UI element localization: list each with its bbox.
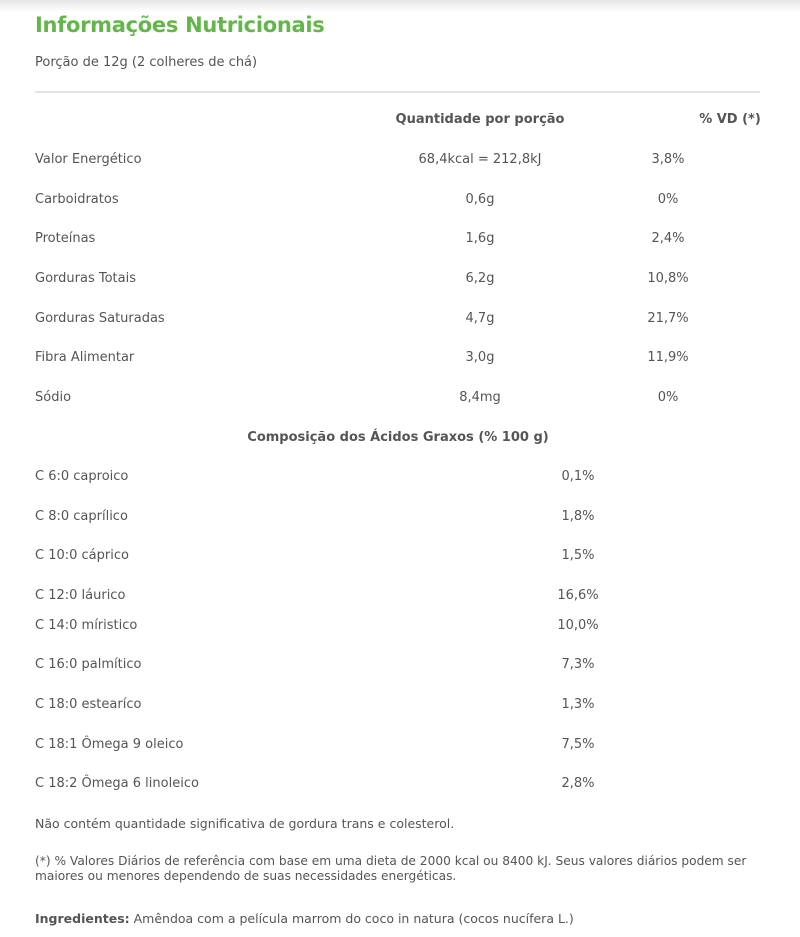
- fatty-acid-value: 10,0%: [557, 618, 599, 633]
- daily-value-note: (*) % Valores Diários de referência com base em uma dieta de 2000 kcal ou 8400 kJ. Seus valores diários podem ser maiores ou menores dependendo de suas necessidades energéticas.: [35, 854, 747, 883]
- row-dv: 0%: [657, 192, 679, 207]
- row-label: Proteínas: [35, 231, 96, 246]
- row-quantity: 0,6g: [465, 192, 495, 207]
- fatty-acid-label: C 8:0 caprílico: [35, 509, 128, 524]
- fatty-acid-label: C 18:0 estearíco: [35, 697, 142, 712]
- row-quantity: 1,6g: [465, 231, 495, 246]
- top-shadow: [0, 0, 800, 12]
- row-label: Carboidratos: [35, 192, 119, 207]
- row-quantity: 6,2g: [465, 271, 495, 286]
- fatty-acid-label: C 12:0 láurico: [35, 588, 126, 603]
- row-label: Valor Energético: [35, 152, 142, 167]
- fatty-acid-label: C 6:0 caproico: [35, 469, 129, 484]
- fatty-acid-value: 7,3%: [561, 657, 595, 672]
- column-header-dv: % VD (*): [699, 112, 761, 127]
- ingredients-label: Ingredientes:: [35, 911, 130, 926]
- row-label: Gorduras Saturadas: [35, 311, 165, 326]
- row-dv: 21,7%: [647, 311, 689, 326]
- fatty-acid-label: C 16:0 palmítico: [35, 657, 142, 672]
- row-label: Sódio: [35, 390, 72, 405]
- row-dv: 11,9%: [647, 350, 689, 365]
- row-quantity: 68,4kcal = 212,8kJ: [418, 152, 542, 167]
- row-dv: 0%: [657, 390, 679, 405]
- row-quantity: 3,0g: [465, 350, 495, 365]
- row-label: Fibra Alimentar: [35, 350, 135, 365]
- ingredients-text: Amêndoa com a película marrom do coco in natura (cocos nucífera L.): [129, 911, 574, 926]
- fatty-acid-label: C 10:0 cáprico: [35, 548, 129, 563]
- row-quantity: 8,4mg: [459, 390, 501, 405]
- fatty-acid-value: 1,8%: [561, 509, 595, 524]
- fatty-acid-value: 1,3%: [561, 697, 595, 712]
- fatty-acid-label: C 18:1 Ômega 9 oleico: [35, 737, 184, 752]
- row-dv: 3,8%: [651, 152, 685, 167]
- row-dv: 2,4%: [651, 231, 685, 246]
- fatty-acids-heading: Composição dos Ácidos Graxos (% 100 g): [247, 430, 549, 445]
- fatty-acid-value: 16,6%: [557, 588, 599, 603]
- fatty-acid-value: 2,8%: [561, 776, 595, 791]
- column-header-quantity: Quantidade por porção: [395, 112, 565, 127]
- row-dv: 10,8%: [647, 271, 689, 286]
- fatty-acid-value: 1,5%: [561, 548, 595, 563]
- fatty-acid-label: C 14:0 míristico: [35, 618, 138, 633]
- fatty-acid-value: 7,5%: [561, 737, 595, 752]
- row-quantity: 4,7g: [465, 311, 495, 326]
- ingredients: [35, 911, 770, 927]
- divider: [35, 91, 760, 93]
- serving-size: Porção de 12g (2 colheres de chá): [35, 55, 258, 70]
- fatty-acid-value: 0,1%: [561, 469, 595, 484]
- row-label: Gorduras Totais: [35, 271, 136, 286]
- no-trans-note: Não contém quantidade significativa de gordura trans e colesterol.: [35, 816, 455, 831]
- page-title: Informações Nutricionais: [35, 13, 325, 37]
- fatty-acid-label: C 18:2 Ômega 6 linoleico: [35, 776, 199, 791]
